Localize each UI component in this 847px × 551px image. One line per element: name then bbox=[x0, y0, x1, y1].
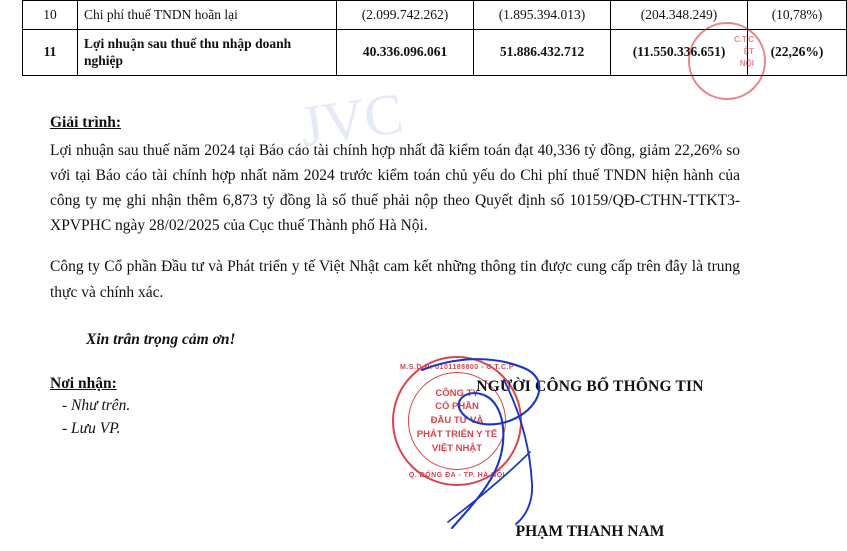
row-index: 11 bbox=[23, 29, 78, 75]
seal-line-2: CỔ PHẦN bbox=[435, 401, 479, 413]
recipients-heading: Nơi nhận: bbox=[50, 374, 117, 392]
explanation-paragraph-1: Lợi nhuận sau thuế năm 2024 tại Báo cáo tài chính hợp nhất đã kiểm toán đạt 40,336 tỷ đồng, giảm 22,26% so với tại Báo cáo tài chính hợp nhất năm 2024 trước kiểm toán chủ yếu do Chi phí thuế TNDN hiện hành của công ty mẹ ghi nhận thêm 6,873 tỷ đồng là số thuế phải nộp theo Quyết định số 10159/QĐ-CTHN-TTKT3-XPVPHC ngày 28/02/2025 của Cục thuế Thành phố Hà Nội. bbox=[50, 142, 740, 235]
row-difference: (204.348.249) bbox=[611, 1, 748, 30]
row-audited: 40.336.096.061 bbox=[337, 29, 474, 75]
watermark-text: JVC bbox=[295, 80, 408, 159]
seal-line-3: ĐẦU TƯ VÀ bbox=[430, 415, 484, 427]
seal-line-5: VIỆT NHẬT bbox=[431, 442, 483, 454]
row-unaudited: 51.886.432.712 bbox=[474, 29, 611, 75]
corner-line-2: ỆT bbox=[743, 47, 754, 56]
signature-title: NGƯỜI CÔNG BỐ THÔNG TIN bbox=[476, 378, 704, 395]
thanks-line: Xin trân trọng cảm ơn! bbox=[86, 330, 236, 348]
recipient-item: - Lưu VP. bbox=[62, 419, 121, 437]
recipient-item: - Như trên. bbox=[62, 396, 131, 414]
row-index: 10 bbox=[23, 1, 78, 30]
row-label: Chi phí thuế TNDN hoãn lại bbox=[78, 1, 337, 30]
seal-arc-bottom: Q. ĐỐNG ĐA - TP. HÀ NỘI bbox=[408, 472, 506, 479]
corner-line-3: NỘI bbox=[739, 59, 754, 68]
row-percentage: (22,26%) bbox=[748, 29, 847, 75]
corner-line-1: C.T.C bbox=[734, 35, 754, 44]
seal-arc-top: M.S.D.N: 0101188800 - C.T.C.P bbox=[399, 364, 515, 371]
row-audited: (2.099.742.262) bbox=[337, 1, 474, 30]
financial-comparison-table bbox=[22, 0, 847, 76]
explanation-paragraph-2: Công ty Cổ phần Đầu tư và Phát triển y tế Việt Nhật cam kết những thông tin được cung cấp trên đây là trung thực và chính xác. bbox=[50, 258, 740, 301]
table-row bbox=[23, 1, 847, 30]
seal-line-4: PHÁT TRIỂN Y TẾ bbox=[416, 428, 498, 440]
signatory-name: PHẠM THANH NAM bbox=[515, 523, 665, 540]
explanation-heading: Giải trình: bbox=[50, 114, 122, 131]
row-difference: (11.550.336.651) bbox=[611, 29, 748, 75]
row-percentage: (10,78%) bbox=[748, 1, 847, 30]
seal-line-1: CÔNG TY bbox=[435, 387, 479, 399]
table-row bbox=[23, 29, 847, 75]
row-unaudited: (1.895.394.013) bbox=[474, 1, 611, 30]
row-label: Lợi nhuận sau thuế thu nhập doanh nghiệp bbox=[78, 29, 337, 75]
